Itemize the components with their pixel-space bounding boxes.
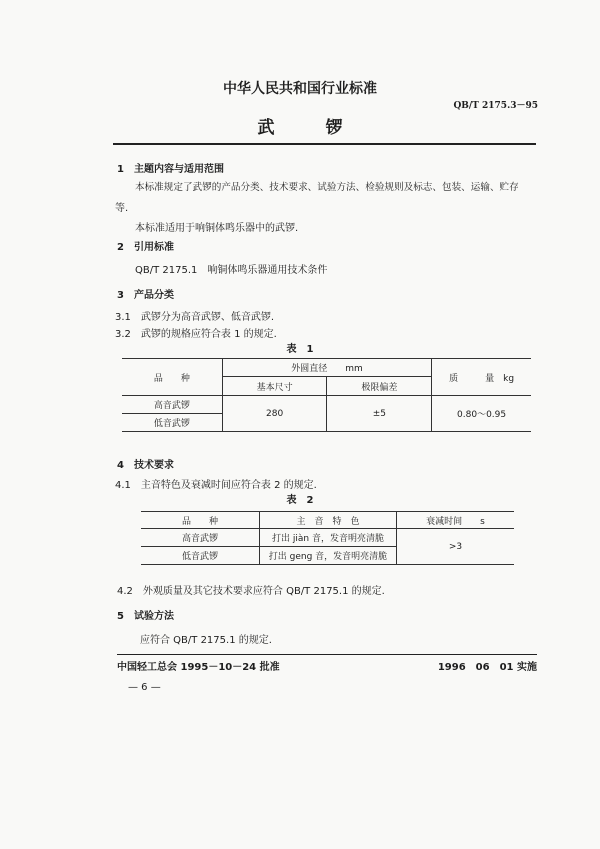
t2-row-variety: 高音武锣: [141, 529, 260, 547]
s3-1: 3.1 武锣分为高音武锣、低音武锣.: [115, 312, 275, 323]
section-5-heading: 5 试验方法: [117, 611, 174, 622]
page-number: — 6 —: [128, 682, 161, 693]
doc-title: 武 锣: [257, 118, 343, 138]
s5-para: 应符合 QB/T 2175.1 的规定.: [140, 635, 272, 646]
t1-mass: 0.80～0.95: [432, 396, 531, 432]
t1-row-variety: 高音武锣: [122, 396, 222, 414]
table-1: [122, 358, 531, 432]
t1-h-diameter: 外圆直径 mm: [222, 359, 431, 377]
section-2-heading: 2 引用标准: [117, 242, 174, 253]
t1-tol: ±5: [327, 396, 432, 432]
t1-h-variety: 品 种: [122, 359, 222, 396]
s1-para-cont: 等.: [115, 203, 129, 214]
t2-row-tone: 打出 jiàn 音，发音明亮清脆: [260, 529, 397, 547]
s4-1: 4.1 主音特色及衰减时间应符合表 2 的规定.: [115, 480, 317, 491]
t2-h-tone: 主 音 特 色: [260, 512, 397, 529]
section-4-heading: 4 技术要求: [117, 460, 174, 471]
t1-h-mass: 质 量 kg: [432, 359, 531, 396]
effective-date: 1996 06 01 实施: [437, 662, 537, 673]
t1-h-basic: 基本尺寸: [222, 377, 327, 396]
table1-caption: 表 1: [286, 344, 314, 355]
t2-h-variety: 品 种: [141, 512, 260, 529]
org-title: 中华人民共和国行业标准: [223, 81, 377, 97]
footer-rule: [117, 654, 537, 655]
t1-row-variety: 低音武锣: [122, 414, 222, 432]
table2-caption: 表 2: [286, 495, 314, 506]
s3-2: 3.2 武锣的规格应符合表 1 的规定.: [115, 329, 277, 340]
s1-scope: 本标准适用于响铜体鸣乐器中的武锣.: [135, 223, 299, 234]
standard-code: QB/T 2175.3－95: [453, 101, 538, 111]
t2-row-tone: 打出 geng 音，发音明亮清脆: [260, 547, 397, 565]
s4-2: 4.2 外观质量及其它技术要求应符合 QB/T 2175.1 的规定.: [117, 586, 385, 597]
t1-basic: 280: [222, 396, 327, 432]
table-2: [141, 511, 514, 565]
t2-row-variety: 低音武锣: [141, 547, 260, 565]
header-rule: [113, 143, 536, 145]
s2-reference: QB/T 2175.1 响铜体鸣乐器通用技术条件: [135, 265, 328, 276]
section-3-heading: 3 产品分类: [117, 290, 174, 301]
section-1-heading: 1 主题内容与适用范围: [117, 164, 224, 175]
approval-date: 中国轻工总会 1995－10－24 批准: [117, 662, 280, 673]
t2-h-decay: 衰减时间 s: [397, 512, 515, 529]
t1-h-tol: 极限偏差: [327, 377, 432, 396]
t2-decay: >3: [397, 529, 515, 565]
s1-para: 本标准规定了武锣的产品分类、技术要求、试验方法、检验规则及标志、包装、运输、贮存: [135, 182, 519, 193]
